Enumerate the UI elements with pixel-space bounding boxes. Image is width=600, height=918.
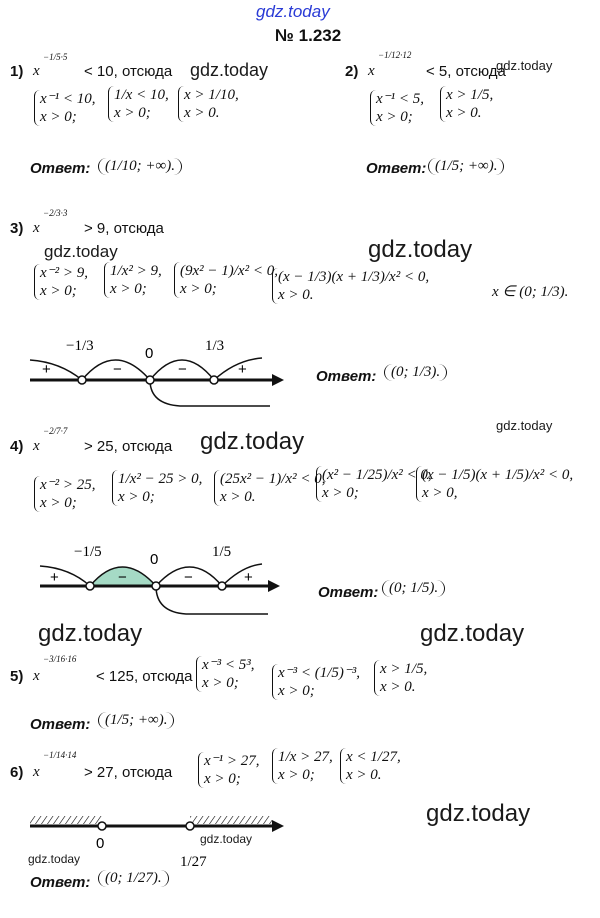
p2-answer: (1/5; +∞).: [428, 158, 504, 175]
p3-sign-4: +: [238, 361, 247, 378]
p3-s2-line2: x > 0;: [110, 281, 147, 297]
header-watermark: gdz.today: [256, 2, 330, 21]
p5-answer: (1/5; +∞).: [98, 712, 174, 729]
p3-number: 3): [10, 220, 24, 237]
p5-condition: < 125, отсюда: [96, 668, 193, 685]
p4-sign-4: +: [244, 569, 253, 586]
p4-exponent: −2/7·7: [43, 426, 68, 436]
p1-number: 1): [10, 63, 24, 80]
p1-s3-line2: x > 0.: [184, 105, 220, 121]
watermark-2: gdz.today: [496, 58, 553, 73]
p4-s2-line1: 1/x² − 25 > 0,: [118, 471, 203, 487]
p3-condition: > 9, отсюда: [84, 220, 164, 237]
p3-label-pos: 1/3: [205, 338, 225, 354]
p2-s1-line1: x⁻¹ < 5,: [376, 91, 424, 107]
p3-answer-label: Ответ:: [316, 368, 377, 385]
watermark-1: gdz.today: [190, 60, 269, 80]
p4-s3-line1: (25x² − 1)/x² < 0,: [220, 471, 326, 487]
p5-answer-label: Ответ:: [30, 716, 91, 733]
p3-s3-line2: x > 0;: [180, 281, 217, 297]
p3-answer: (0; 1/3).: [384, 364, 447, 381]
p6-axis-arrow: [272, 820, 284, 832]
p5-s1-line1: x⁻³ < 5³,: [202, 657, 255, 673]
p6-s1-line2: x > 0;: [204, 771, 241, 787]
watermark-10: gdz.today: [200, 832, 253, 846]
p6-base: x: [33, 764, 40, 780]
p3-label-zero: 0: [145, 345, 154, 362]
p1-s1-line2: x > 0;: [40, 109, 77, 125]
p4-number: 4): [10, 438, 24, 455]
p6-label-limit: 1/27: [180, 854, 207, 870]
p3-sign-2: −: [113, 361, 122, 378]
p4-s2-line2: x > 0;: [118, 489, 155, 505]
p3-s3-line1: (9x² − 1)/x² < 0,: [180, 263, 278, 279]
p4-s3-line2: x > 0.: [220, 489, 256, 505]
watermark-5: gdz.today: [496, 418, 553, 433]
p1-s2-line2: x > 0;: [114, 105, 151, 121]
p3-s1-line2: x > 0;: [40, 283, 77, 299]
p4-s4-line2: x > 0;: [322, 485, 359, 501]
p4-s1-line1: x⁻² > 25,: [40, 477, 96, 493]
p3-interval: x ∈ (0; 1/3).: [492, 284, 569, 300]
p6-hatch-right: [190, 816, 272, 824]
watermark-8: gdz.today: [420, 620, 525, 647]
p6-label-zero: 0: [96, 835, 105, 852]
p2-s2-line1: x > 1/5,: [446, 87, 494, 103]
p2-exponent: −1/12·12: [378, 50, 412, 60]
p3-sign-3: −: [178, 361, 187, 378]
p6-number: 6): [10, 764, 24, 781]
p6-answer-label: Ответ:: [30, 874, 91, 891]
watermark-6: gdz.today: [200, 428, 305, 455]
p4-label-zero: 0: [150, 551, 159, 568]
watermark-3: gdz.today: [44, 242, 118, 261]
p6-point-limit: [186, 822, 194, 830]
watermark-9: gdz.today: [426, 800, 531, 827]
p2-condition: < 5, отсюда: [426, 63, 506, 80]
p4-s5-line1: (x − 1/5)(x + 1/5)/x² < 0,: [422, 467, 574, 483]
p6-answer: (0; 1/27).: [98, 870, 169, 887]
p5-s2-line1: x⁻³ < (1/5)⁻³,: [278, 665, 361, 681]
p4-s5-line2: x > 0,: [422, 485, 458, 501]
watermark-4: gdz.today: [368, 236, 473, 263]
p2-base: x: [368, 63, 375, 79]
p6-s3-line1: x < 1/27,: [346, 749, 401, 765]
p3-s4-line2: x > 0.: [278, 287, 314, 303]
p4-label-pos: 1/5: [212, 544, 232, 560]
p4-sign-3: −: [184, 569, 193, 586]
p1-s2-line1: 1/x < 10,: [114, 87, 169, 103]
p5-s1-line2: x > 0;: [202, 675, 239, 691]
p3-sign-1: +: [42, 361, 51, 378]
p3-s1-line1: x⁻² > 9,: [40, 265, 88, 281]
p6-s1-line1: x⁻¹ > 27,: [204, 753, 260, 769]
p6-condition: > 27, отсюда: [84, 764, 173, 781]
p1-answer: (1/10; +∞).: [98, 158, 182, 175]
watermark-11: gdz.today: [28, 852, 81, 866]
p4-sign-1: +: [50, 569, 59, 586]
p5-s3-line2: x > 0.: [380, 679, 416, 695]
p3-s2-line1: 1/x² > 9,: [110, 263, 162, 279]
p4-base: x: [33, 438, 40, 454]
p4-label-neg: −1/5: [74, 544, 102, 560]
p6-s2-line1: 1/x > 27,: [278, 749, 333, 765]
p5-s3-line1: x > 1/5,: [380, 661, 428, 677]
p1-exponent: −1/5·5: [43, 52, 68, 62]
p6-point-zero: [98, 822, 106, 830]
p2-s2-line2: x > 0.: [446, 105, 482, 121]
p2-number: 2): [345, 63, 359, 80]
p3-exponent: −2/3·3: [43, 208, 68, 218]
p4-s4-line1: (x² − 1/25)/x² < 0,: [322, 467, 432, 483]
p6-s3-line2: x > 0.: [346, 767, 382, 783]
p3-s4-line1: (x − 1/3)(x + 1/3)/x² < 0,: [278, 269, 430, 285]
page-title: № 1.232: [275, 26, 342, 45]
p1-s1-line1: x⁻¹ < 10,: [40, 91, 96, 107]
p3-label-neg: −1/3: [66, 338, 94, 354]
p4-s1-line2: x > 0;: [40, 495, 77, 511]
p6-s2-line2: x > 0;: [278, 767, 315, 783]
p1-s3-line1: x > 1/10,: [184, 87, 239, 103]
p4-answer: (0; 1/5).: [382, 580, 445, 597]
p4-condition: > 25, отсюда: [84, 438, 173, 455]
p5-s2-line2: x > 0;: [278, 683, 315, 699]
p2-s1-line2: x > 0;: [376, 109, 413, 125]
watermark-7: gdz.today: [38, 620, 143, 647]
p4-answer-label: Ответ:: [318, 584, 379, 601]
p6-exponent: −1/14·14: [43, 750, 77, 760]
p1-condition: < 10, отсюда: [84, 63, 173, 80]
p2-answer-label: Ответ:: [366, 160, 427, 177]
p5-base: x: [33, 668, 40, 684]
p4-sign-2: −: [118, 569, 127, 586]
p5-exponent: −3/16·16: [43, 654, 77, 664]
p5-number: 5): [10, 668, 24, 685]
p3-base: x: [33, 220, 40, 236]
p1-answer-label: Ответ:: [30, 160, 91, 177]
p6-hatch-left: [30, 816, 102, 824]
p1-base: x: [33, 63, 40, 79]
